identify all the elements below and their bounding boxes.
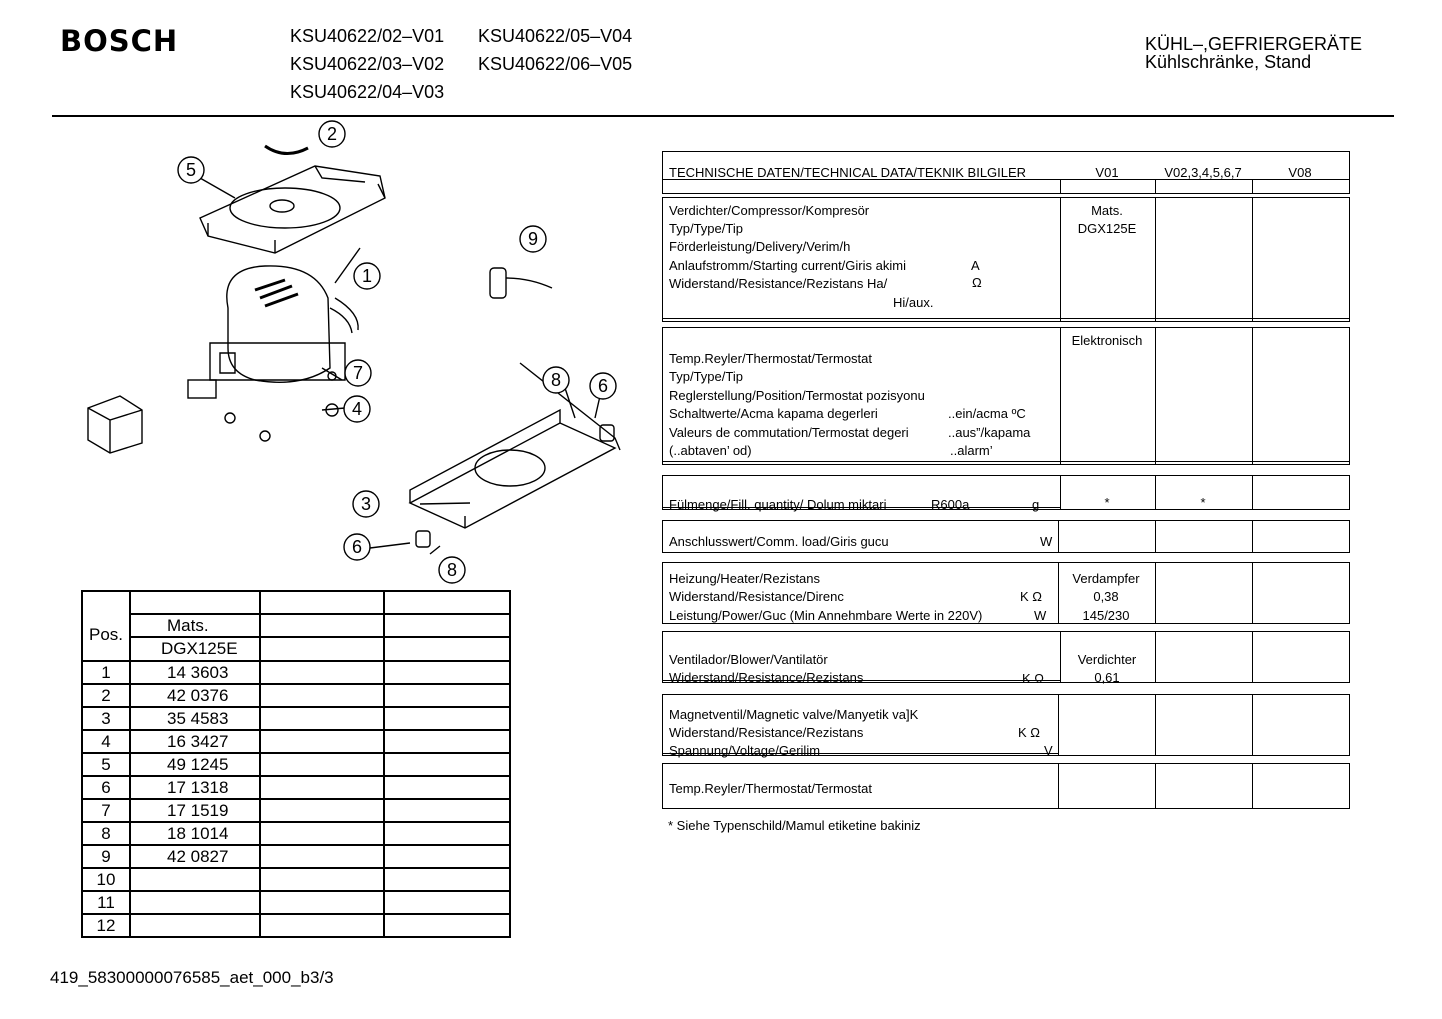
- thermostat-block: Elektronisch Temp.Reyler/Thermostat/Termostat Typ/Type/Tip Reglerstellung/Position/Termostat pozisyonu Schaltwerte/Acma kapama degerleri ..ein/acma ºC Valeurs de commutation/Termostat degeri ..aus”/kapama (..abtaven’ od) ..alarm’: [662, 327, 1350, 465]
- part-number: 42 0827: [130, 845, 260, 868]
- col-header-type: DGX125E: [130, 637, 260, 661]
- callout-8: [439, 557, 465, 583]
- table-row: 3 35 4583: [82, 707, 510, 730]
- callout-9: [520, 226, 546, 252]
- table-row: 8 18 1014: [82, 822, 510, 845]
- model-number: KSU40622/06–V05: [478, 54, 633, 74]
- svg-text:5: 5: [185, 160, 197, 180]
- part-number: [130, 868, 260, 891]
- part-number: 49 1245: [130, 753, 260, 776]
- brand-logo: BOSCH: [60, 24, 179, 58]
- part-number: [130, 914, 260, 937]
- part-number: 18 1014: [130, 822, 260, 845]
- model-number: KSU40622/03–V02: [290, 54, 445, 74]
- magnetic-valve-block: Magnetventil/Magnetic valve/Manyetik va]K Widerstand/Resistance/Rezistans K Ω Spannung/Voltage/Gerilim V: [662, 694, 1350, 756]
- table-row: 4 16 3427: [82, 730, 510, 753]
- part-number: 14 3603: [130, 661, 260, 684]
- callout-5: [178, 157, 204, 183]
- part-number: 17 1519: [130, 799, 260, 822]
- svg-text:3: 3: [360, 494, 372, 514]
- col-v01: V01: [1095, 165, 1119, 180]
- table-row: 6 17 1318: [82, 776, 510, 799]
- category-subtitle: Kühlschränke, Stand: [1145, 52, 1312, 72]
- part-number: [130, 891, 260, 914]
- callout-layer: [0, 0, 660, 590]
- tech-header-block: [662, 151, 1350, 194]
- svg-text:8: 8: [550, 370, 562, 390]
- svg-text:9: 9: [527, 229, 539, 249]
- callout-2: [319, 121, 345, 147]
- compressor-block: Verdichter/Compressor/Kompresör Typ/Type/Tip Förderleistung/Delivery/Verim/h Anlaufstromm/Starting current/Giris akimi A Widerstand/Resistance/Rezistans Ha/ Ω Hi/aux. Mats. DGX125E: [662, 197, 1350, 322]
- callout-6: [590, 373, 616, 399]
- table-row: 5 49 1245: [82, 753, 510, 776]
- svg-text:2: 2: [326, 124, 338, 144]
- svg-text:7: 7: [352, 363, 364, 383]
- svg-text:8: 8: [446, 560, 458, 580]
- part-number: 17 1318: [130, 776, 260, 799]
- model-number: KSU40622/02–V01: [290, 26, 445, 46]
- parts-table: [81, 590, 511, 938]
- callout-7: [345, 360, 371, 386]
- fill-quantity-block: Fülmenge/Fill. quantity/ Dolum miktari R600a g * *: [662, 475, 1350, 510]
- table-row: 11: [82, 891, 510, 914]
- svg-text:6: 6: [351, 537, 363, 557]
- col-header-mats: Mats.: [130, 614, 260, 637]
- table-row: 10: [82, 868, 510, 891]
- part-number: 42 0376: [130, 684, 260, 707]
- callout-1: [354, 263, 380, 289]
- model-number: KSU40622/04–V03: [290, 82, 445, 102]
- col-v02: V02,3,4,5,6,7: [1164, 165, 1242, 180]
- model-number: KSU40622/05–V04: [478, 26, 633, 46]
- fan-block: Ventilador/Blower/Vantilatör Widerstand/Resistance/Rezistans K Ω Verdichter 0,61: [662, 631, 1350, 683]
- table-row: 9 42 0827: [82, 845, 510, 868]
- part-number: 35 4583: [130, 707, 260, 730]
- table-row: 12: [82, 914, 510, 937]
- svg-text:4: 4: [351, 399, 363, 419]
- callout-4: [344, 396, 370, 422]
- document-id: 419_58300000076585_aet_000_b3/3: [50, 968, 334, 987]
- part-number: 16 3427: [130, 730, 260, 753]
- col-v08: V08: [1288, 165, 1312, 180]
- thermostat-2-block: Temp.Reyler/Thermostat/Termostat: [662, 763, 1350, 809]
- category-title: KÜHL–,GEFRIERGERÄTE: [1145, 34, 1363, 54]
- pos-header: Pos.: [82, 591, 130, 661]
- svg-text:6: 6: [597, 376, 609, 396]
- callout-6: [344, 534, 370, 560]
- table-row: 7 17 1519: [82, 799, 510, 822]
- tech-title: TECHNISCHE DATEN/TECHNICAL DATA/TEKNIK BILGILER: [669, 165, 1027, 180]
- table-row: 2 42 0376: [82, 684, 510, 707]
- callout-8: [543, 367, 569, 393]
- footnote: * Siehe Typenschild/Mamul etiketine bakiniz: [668, 818, 921, 833]
- table-row: 1 14 3603: [82, 661, 510, 684]
- heater-block: Heizung/Heater/Rezistans Widerstand/Resistance/Direnc K Ω Leistung/Power/Guc (Min Annehmbare Werte in 220V) W Verdampfer 0,38 145/230: [662, 562, 1350, 624]
- callout-3: [353, 491, 379, 517]
- svg-text:1: 1: [361, 266, 373, 286]
- connection-load-block: Anschlusswert/Comm. load/Giris gucu W: [662, 520, 1350, 553]
